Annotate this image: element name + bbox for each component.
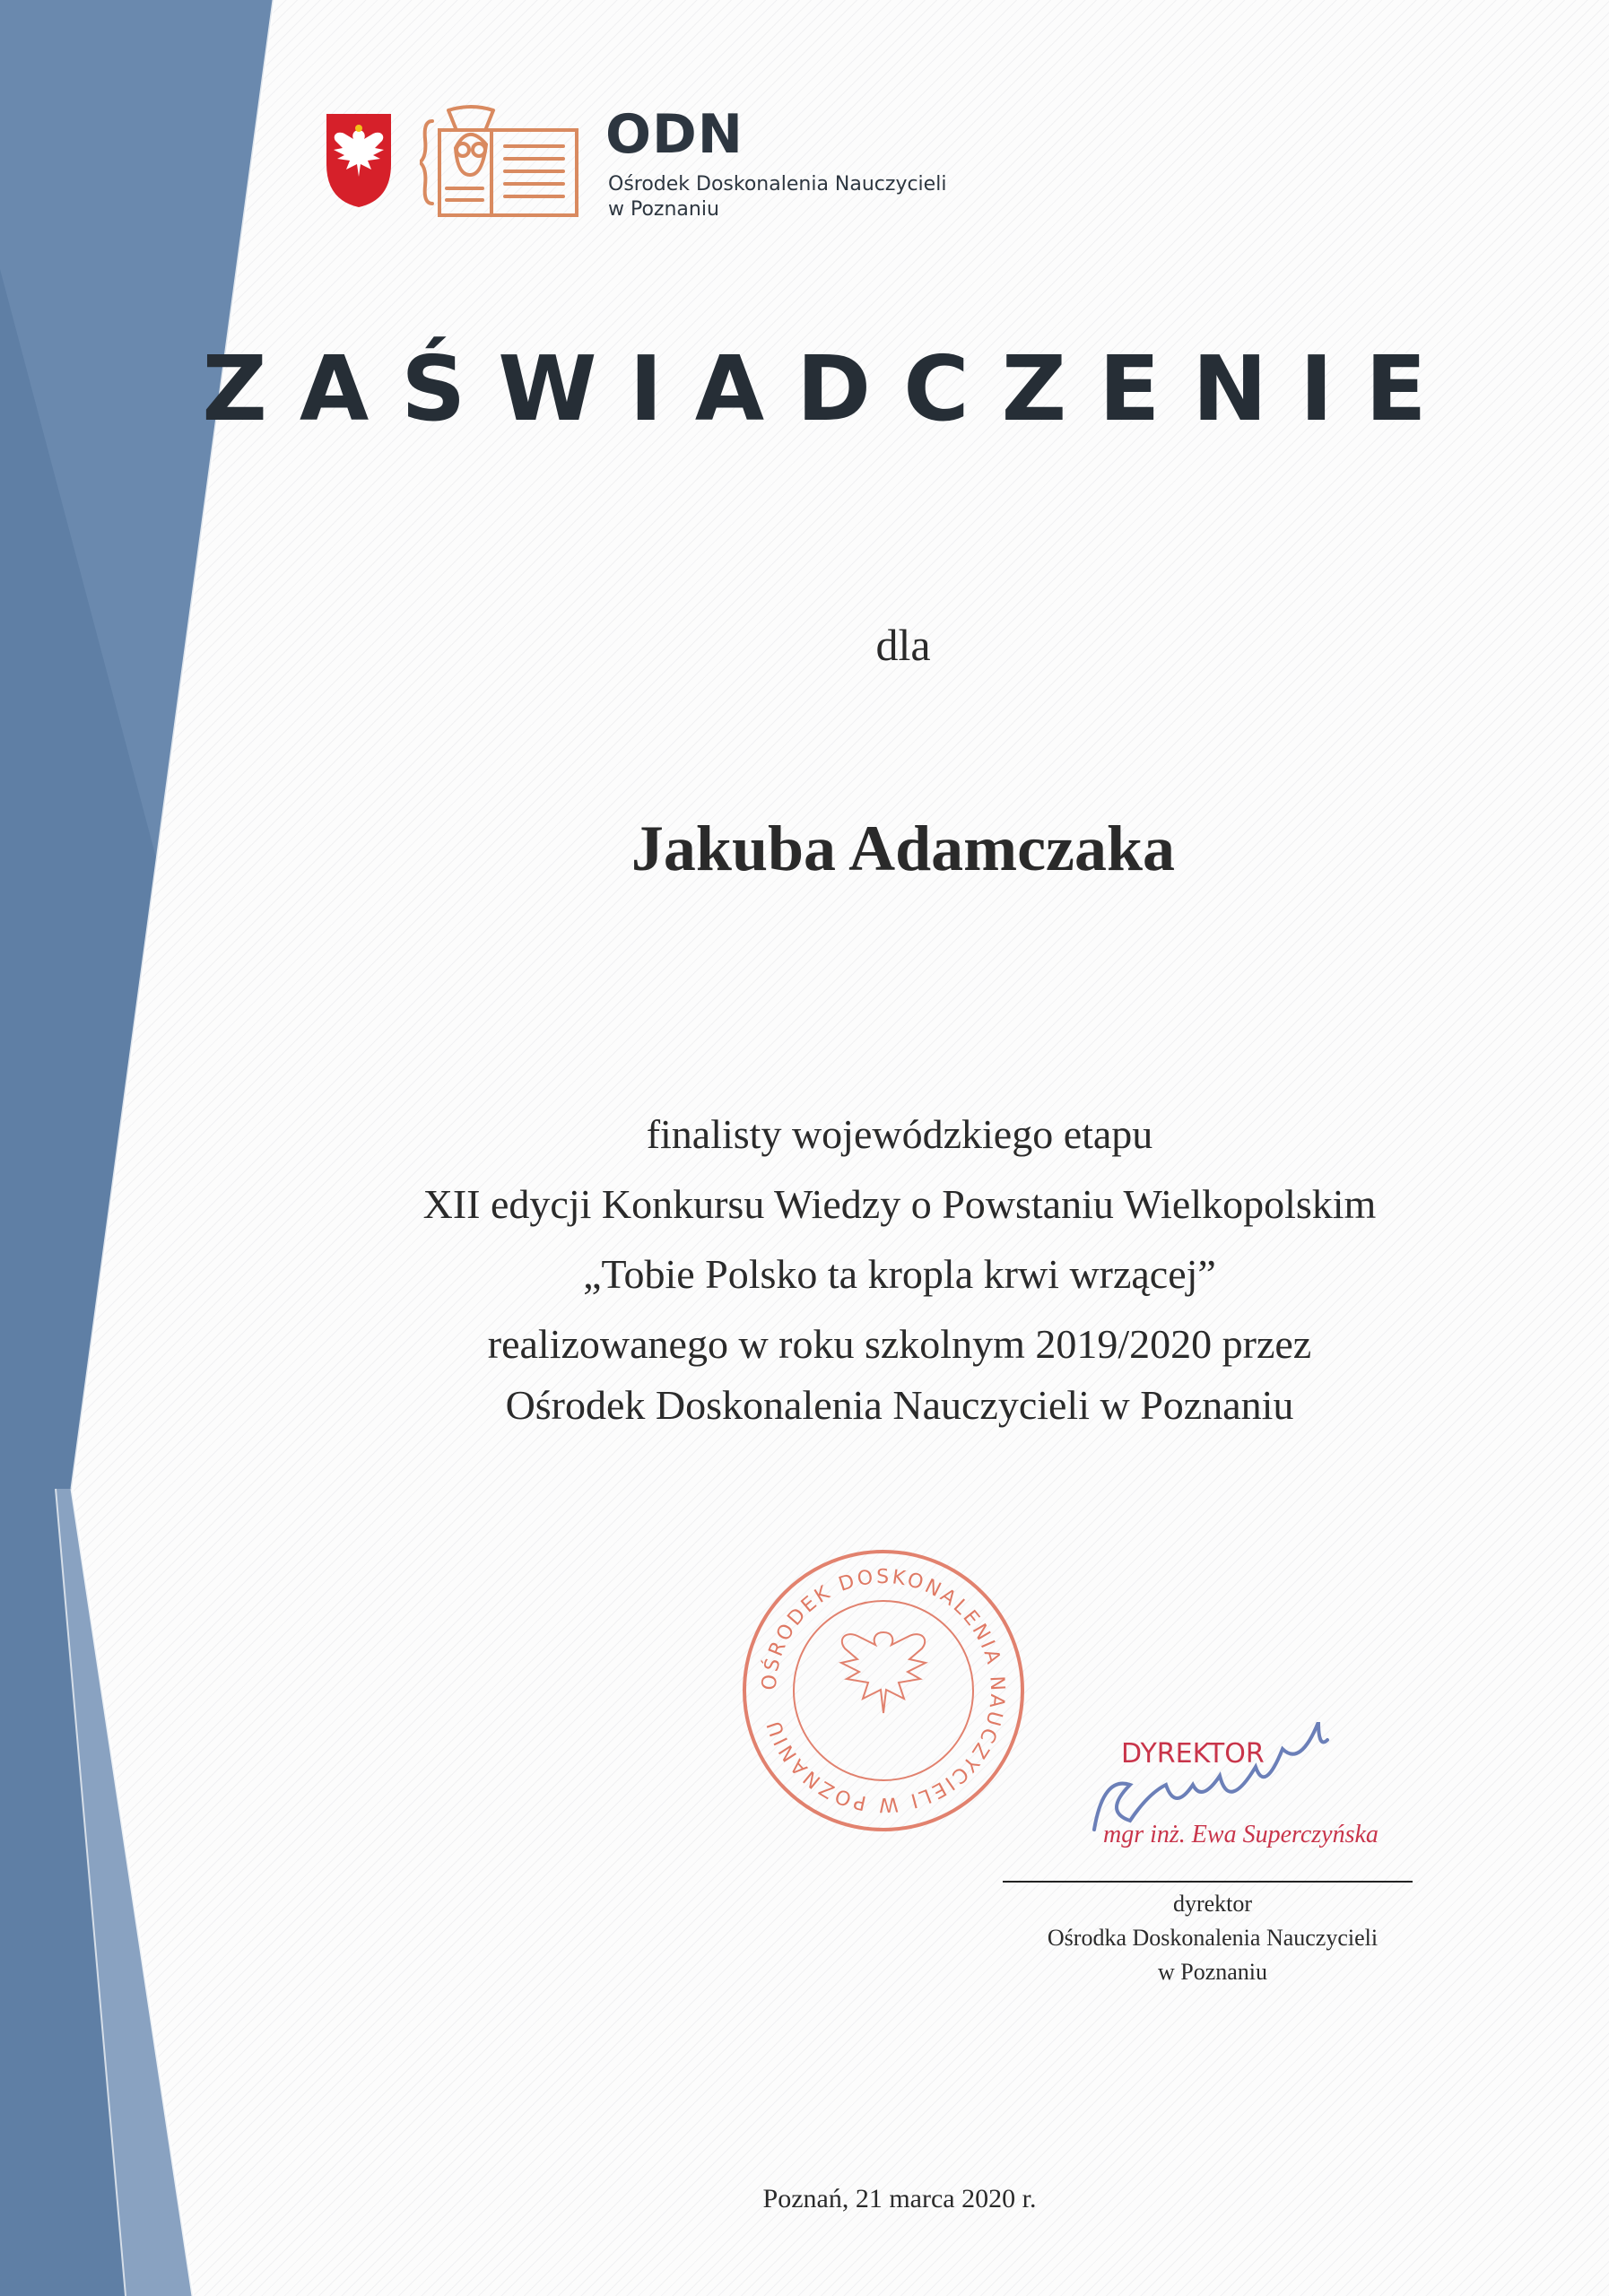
director-stamp-name: mgr inż. Ewa Superczyńska <box>1103 1821 1379 1848</box>
owl-book-icon <box>420 94 590 229</box>
director-signature <box>1058 1722 1435 1883</box>
body-line-3: „Tobie Polsko ta kropla krwi wrzącej” <box>583 1251 1216 1297</box>
signature-line <box>1003 1881 1413 1883</box>
body-line-5: Ośrodek Doskonalenia Nauczycieli w Poznaniu <box>505 1382 1294 1428</box>
director-stamp-title: DYREKTOR <box>1121 1738 1265 1770</box>
handwritten-signature-icon <box>1058 1722 1435 1883</box>
svg-text:OŚRODEK DOSKONALENIA NAUCZYCIE: OŚRODEK DOSKONALENIA NAUCZYCIELI W POZNANIU <box>758 1565 1009 1816</box>
body-line-4: realizowanego w roku szkolnym 2019/2020 przez <box>487 1321 1312 1367</box>
signatory-line-2: Ośrodka Doskonalenia Nauczycieli <box>1047 1925 1379 1951</box>
signatory-line-3: w Poznaniu <box>1157 1959 1268 1985</box>
place-and-date: Poznań, 21 marca 2020 r. <box>762 2184 1037 2213</box>
org-full-name-line2: w Poznaniu <box>608 198 719 221</box>
body-line-2: XII edycji Konkursu Wiedzy o Powstaniu Wielkopolskim <box>422 1181 1377 1227</box>
header-logo-block <box>323 94 951 229</box>
org-full-name-line1: Ośrodek Doskonalenia Nauczycieli <box>608 173 947 196</box>
for-label: dla <box>875 620 931 670</box>
recipient-name: Jakuba Adamczaka <box>631 813 1176 884</box>
certificate-title: ZAŚWIADCZENIE <box>202 336 1459 441</box>
signatory-line-1: dyrektor <box>1172 1891 1253 1917</box>
org-short-name: ODN <box>605 103 744 166</box>
wielkopolska-eagle-icon <box>323 110 395 211</box>
official-round-stamp <box>735 1543 1031 1839</box>
body-line-1: finalisty wojewódzkiego etapu <box>646 1111 1153 1157</box>
